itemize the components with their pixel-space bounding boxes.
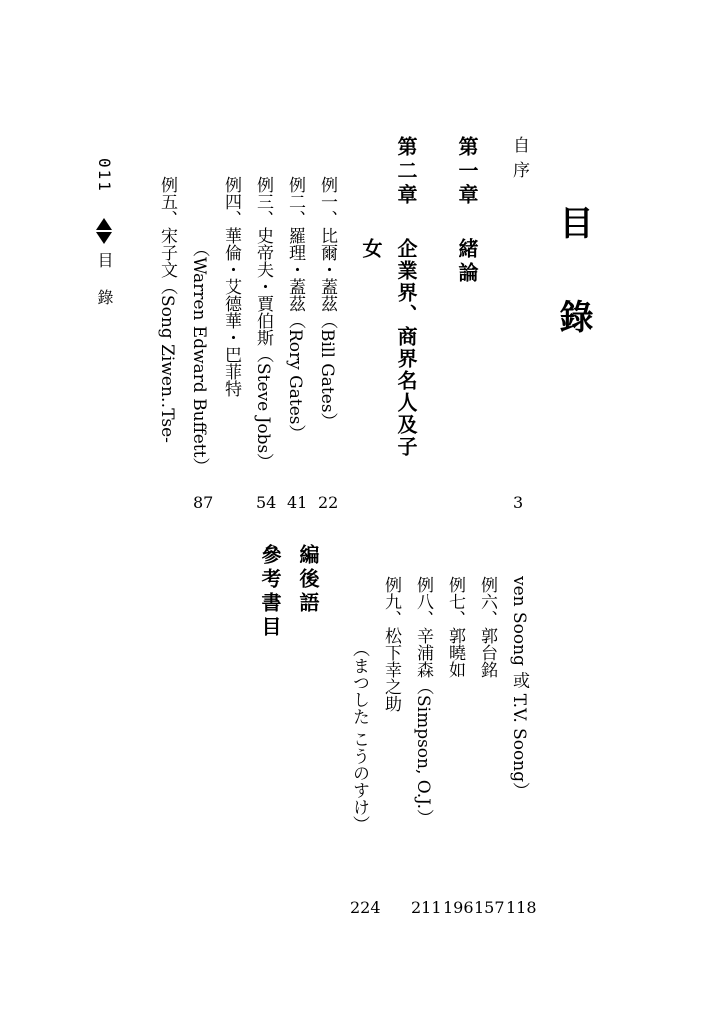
references-label: 參考書目 [258,544,282,640]
example-8-label: 例八、辛浦森（Simpson, O.J.） [413,576,433,827]
preface-page: 3 [513,493,524,512]
example-9-page: 224 [350,898,381,917]
preface-label: 自序 [509,136,529,186]
example-4-label-cont: （Warren Edward Buffett） [189,240,209,475]
example-4-label: 例四、華倫・艾德華・巴菲特 [221,176,241,397]
example-3-label: 例三、史帝夫・賈伯斯（Steve Jobs） [253,176,273,471]
example-5-page: 118 [506,898,537,917]
example-2-page: 41 [287,493,308,512]
chapter1-name: 緒論 [455,238,479,286]
folio-number: 011 [95,158,114,193]
example-5-label: 例五、宋子文（Song Ziwen‥Tse- [157,176,177,443]
afterword-label: 編後語 [296,544,320,616]
page-title: 目 錄 [553,205,593,357]
example-9-label: 例九、松下幸之助 [381,576,401,712]
example-4-page: 87 [193,493,214,512]
example-9-label-cont: （まつした こうのすけ） [349,640,369,833]
example-7-page: 196 [443,898,474,917]
chapter2-number: 第二章 [394,136,418,208]
example-6-label: 例六、郭台銘 [477,576,497,678]
example-1-page: 22 [318,493,339,512]
example-8-page: 211 [411,898,442,917]
chapter2-name: 企業界、商界名人及子 [394,238,418,458]
example-5-label-cont: ven Soong 或 T.V. Soong） [509,576,529,800]
example-7-label: 例七、郭曉如 [445,576,465,678]
example-2-label: 例二、羅理・蓋茲（Rory Gates） [285,176,305,442]
folio-label: 目 錄 [95,252,114,314]
example-6-page: 157 [474,898,505,917]
example-1-label: 例一、比爾・蓋茲（Bill Gates） [317,176,337,430]
example-3-page: 54 [256,493,277,512]
chapter1-number: 第一章 [455,136,479,208]
chapter2-name-cont: 女 [359,238,383,258]
diamond-icon [96,218,112,244]
